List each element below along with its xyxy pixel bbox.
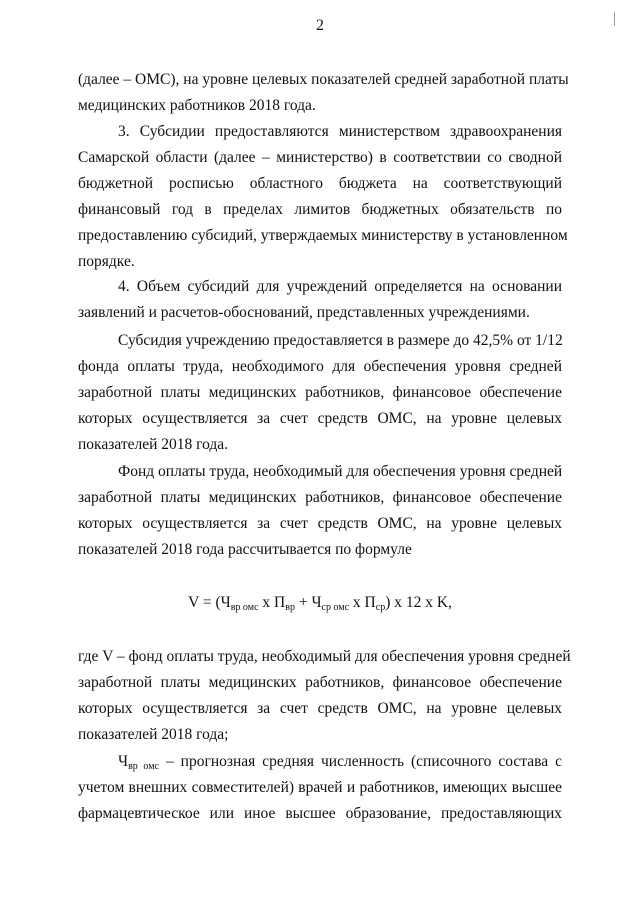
variable-letter: Ч <box>118 753 129 770</box>
variable-description: – прогнозная средняя численность (списочного состава с <box>158 753 562 770</box>
formula-part: x П <box>349 594 376 611</box>
text-line: показателей 2018 года. <box>78 436 229 453</box>
formula-part: V = (Ч <box>188 594 231 611</box>
text-line: которых осуществляется за счет средств ОМС, на уровне целевых <box>78 515 562 532</box>
text-line: учетом внешних совместителей) врачей и работников, имеющих высшее <box>78 779 562 796</box>
text-line: фонда оплаты труда, необходимого для обеспечения уровня средней <box>78 358 562 375</box>
text-line: предоставлению субсидий, утверждаемых министерству в установленном <box>78 227 568 244</box>
variable-symbol <box>118 753 159 770</box>
text-line: заработной платы медицинских работников, финансовое обеспечение <box>78 489 562 506</box>
text-line: показателей 2018 года рассчитывается по формуле <box>78 541 412 558</box>
text-line: показателей 2018 года; <box>78 726 229 743</box>
page-number: 2 <box>316 17 324 34</box>
paragraph-4-line: 4. Объем субсидий для учреждений определяется на основании <box>118 278 562 295</box>
formula-subscript: вр омс <box>230 602 259 613</box>
text-line: где V – фонд оплаты труда, необходимый для обеспечения уровня средней <box>78 648 571 665</box>
formula-part: + Ч <box>294 594 322 611</box>
text-line: финансовый год в пределах лимитов бюджетных обязательств по <box>78 201 562 218</box>
paragraph-line: Субсидия учреждению предоставляется в размере до 42,5% от 1/12 <box>118 332 563 349</box>
formula-subscript: ср <box>375 602 386 613</box>
text-line: медицинских работников 2018 года. <box>78 97 316 114</box>
formula-subscript: ср омс <box>321 602 350 613</box>
text-line: которых осуществляется за счет средств ОМС, на уровне целевых <box>78 410 562 427</box>
text-line: заработной платы медицинских работников, финансовое обеспечение <box>78 384 562 401</box>
text-line: которых осуществляется за счет средств ОМС, на уровне целевых <box>78 700 562 717</box>
text-line: Самарской области (далее – министерство) в соответствии со сводной <box>78 149 562 166</box>
paragraph-line: Фонд оплаты труда, необходимый для обеспечения уровня средней <box>118 463 563 480</box>
text-line: фармацевтическое или иное высшее образование, предоставляющих <box>78 805 562 822</box>
text-line: бюджетной росписью областного бюджета на соответствующий <box>78 175 562 192</box>
text-line: заявлений и расчетов-обоснований, представленных учреждениями. <box>78 304 530 321</box>
variable-definition-line <box>118 752 562 772</box>
text-line: (далее – ОМС), на уровне целевых показателей средней заработной платы <box>78 71 569 88</box>
text-line: порядке. <box>78 253 135 270</box>
formula-subscript: вр <box>285 602 295 613</box>
formula-part: ) x 12 x K, <box>385 594 452 611</box>
text-line: заработной платы медицинских работников, финансовое обеспечение <box>78 674 562 691</box>
paragraph-3-line: 3. Субсидии предоставляются министерством здравоохранения <box>118 123 562 140</box>
variable-subscript: вр омс <box>128 761 159 772</box>
formula <box>0 593 640 613</box>
formula-part: x П <box>258 594 286 611</box>
